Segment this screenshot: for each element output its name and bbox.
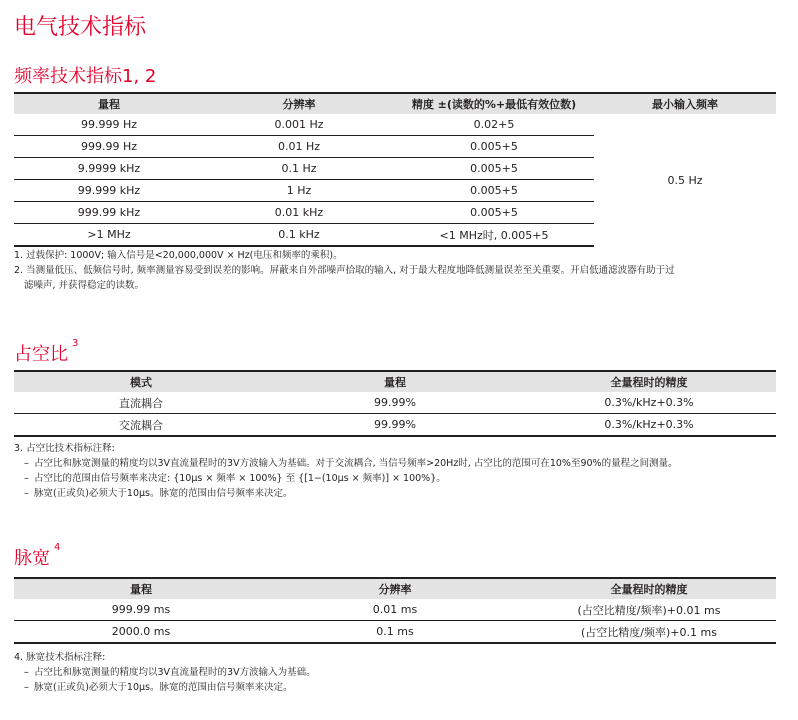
duty-footnote-mark: 3 <box>72 338 79 349</box>
frequency-table <box>14 92 776 247</box>
note-line <box>14 471 678 486</box>
note-line <box>14 665 316 680</box>
pulse-header-resolution: 分辨率 <box>268 578 522 599</box>
accuracy-cell: 0.005+5 <box>394 180 594 202</box>
dash-bullet-icon: – <box>24 488 29 499</box>
note-line: 1. 过载保护: 1000V; 输入信号是<20,000,000V × Hz(电压和频率的乘积)。 <box>14 250 343 261</box>
freq-header-range: 量程 <box>14 93 204 114</box>
accuracy-cell: 0.02+5 <box>394 114 594 136</box>
freq-header-min-input: 最小输入频率 <box>594 93 776 114</box>
table-row <box>14 599 776 621</box>
duty-heading <box>14 340 78 366</box>
range-cell: 9.9999 kHz <box>14 158 204 180</box>
range-cell: 999.99 ms <box>14 599 268 621</box>
range-cell: 2000.0 ms <box>14 621 268 644</box>
freq-header-accuracy: 精度 ±(读数的%+最低有效位数) <box>394 93 594 114</box>
resolution-cell: 0.1 Hz <box>204 158 394 180</box>
accuracy-cell: 0.3%/kHz+0.3% <box>522 414 776 437</box>
duty-heading-text: 占空比 <box>14 344 68 365</box>
duty-header-accuracy: 全量程时的精度 <box>522 371 776 392</box>
mode-cell: 直流耦合 <box>14 392 268 414</box>
accuracy-cell: (占空比精度/频率)+0.1 ms <box>522 621 776 644</box>
frequency-heading: 频率技术指标1, 2 <box>14 66 157 87</box>
min-input-freq-cell: 0.5 Hz <box>594 114 776 246</box>
resolution-cell: 1 Hz <box>204 180 394 202</box>
dash-bullet-icon: – <box>24 667 29 678</box>
table-row <box>14 114 776 136</box>
resolution-cell: 0.1 kHz <box>204 224 394 247</box>
accuracy-cell: (占空比精度/频率)+0.01 ms <box>522 599 776 621</box>
pulse-heading <box>14 544 60 570</box>
frequency-notes <box>14 248 675 293</box>
range-cell: 99.999 kHz <box>14 180 204 202</box>
duty-header-mode: 模式 <box>14 371 268 392</box>
note-line: 滤噪声, 并获得稳定的读数。 <box>24 280 145 291</box>
note-text: 占空比和脉宽测量的精度均以3V直流量程时的3V方波输入为基础。对于交流耦合, 当信号频率>20Hz时, 占空比的范围可在10%至90%的量程之间测量。 <box>34 458 678 469</box>
accuracy-cell: 0.005+5 <box>394 136 594 158</box>
pulse-header-range: 量程 <box>14 578 268 599</box>
note-text: 脉宽(正或负)必须大于10μs。脉宽的范围由信号频率来决定。 <box>34 682 293 693</box>
note-line: 3. 占空比技术指标注释: <box>14 443 115 454</box>
pulse-footnote-mark: 4 <box>54 542 61 553</box>
duty-header-range: 量程 <box>268 371 522 392</box>
note-text: 占空比的范围由信号频率来决定: {10μs × 频率 × 100%} 至 {[1−(10μs × 频率)] × 100%}。 <box>34 473 446 484</box>
resolution-cell: 0.01 kHz <box>204 202 394 224</box>
note-line: 2. 当测量低压、低频信号时, 频率测量容易受到误差的影响。屏蔽来自外部噪声拾取的输入, 对于最大程度地降低测量误差至关重要。开启低通滤波器有助于过 <box>14 265 675 276</box>
page-title: 电气技术指标 <box>14 15 147 40</box>
resolution-cell: 0.001 Hz <box>204 114 394 136</box>
note-text: 占空比和脉宽测量的精度均以3V直流量程时的3V方波输入为基础。 <box>34 667 316 678</box>
resolution-cell: 0.01 Hz <box>204 136 394 158</box>
note-line <box>14 486 678 501</box>
dash-bullet-icon: – <box>24 473 29 484</box>
accuracy-cell: <1 MHz时, 0.005+5 <box>394 224 594 247</box>
freq-header-resolution: 分辨率 <box>204 93 394 114</box>
note-text: 脉宽(正或负)必须大于10μs。脉宽的范围由信号频率来决定。 <box>34 488 293 499</box>
pulse-heading-text: 脉宽 <box>14 548 50 569</box>
range-cell: 99.99% <box>268 392 522 414</box>
range-cell: 999.99 Hz <box>14 136 204 158</box>
range-cell: 99.999 Hz <box>14 114 204 136</box>
pulse-header-accuracy: 全量程时的精度 <box>522 578 776 599</box>
resolution-cell: 0.01 ms <box>268 599 522 621</box>
dash-bullet-icon: – <box>24 458 29 469</box>
resolution-cell: 0.1 ms <box>268 621 522 644</box>
accuracy-cell: 0.005+5 <box>394 202 594 224</box>
range-cell: 999.99 kHz <box>14 202 204 224</box>
accuracy-cell: 0.3%/kHz+0.3% <box>522 392 776 414</box>
accuracy-cell: 0.005+5 <box>394 158 594 180</box>
table-row <box>14 414 776 437</box>
table-row <box>14 621 776 644</box>
range-cell: 99.99% <box>268 414 522 437</box>
range-cell: >1 MHz <box>14 224 204 247</box>
pulse-table <box>14 577 776 644</box>
mode-cell: 交流耦合 <box>14 414 268 437</box>
duty-notes <box>14 441 678 501</box>
note-line: 4. 脉宽技术指标注释: <box>14 652 106 663</box>
pulse-notes <box>14 650 316 695</box>
table-row <box>14 392 776 414</box>
dash-bullet-icon: – <box>24 682 29 693</box>
note-line <box>14 456 678 471</box>
note-line <box>14 680 316 695</box>
duty-table <box>14 370 776 437</box>
